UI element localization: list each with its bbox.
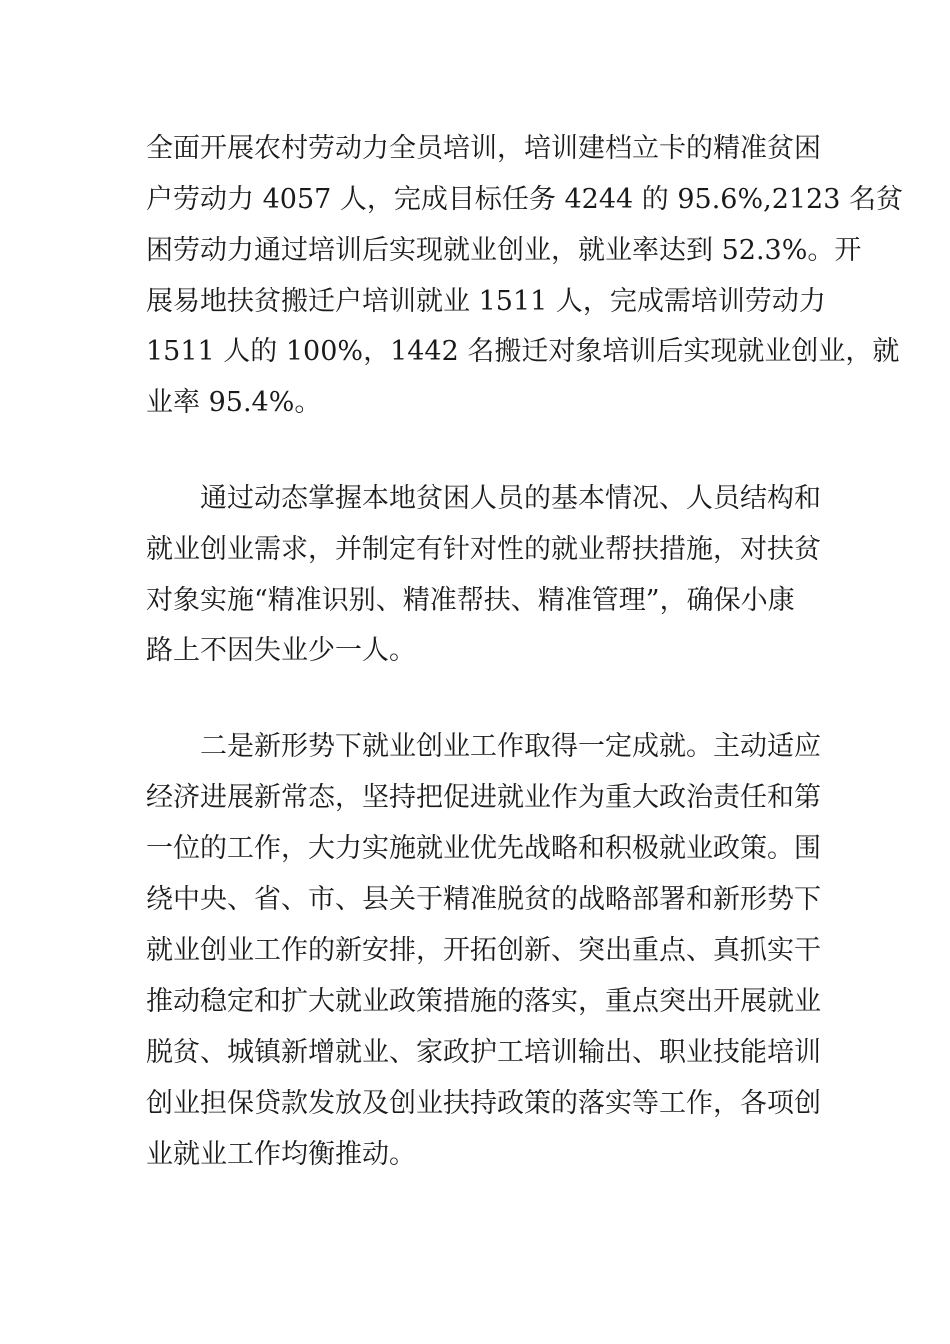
paragraph-line: 推动稳定和扩大就业政策措施的落实，重点突出开展就业 <box>146 986 821 1017</box>
paragraph-line: 二是新形势下就业创业工作取得一定成就。主动适应 <box>200 731 821 762</box>
paragraph-line: 对象实施“精准识别、精准帮扶、精准管理”，确保小康 <box>146 585 795 616</box>
paragraph-line: 就业创业需求，并制定有针对性的就业帮扶措施，对扶贫 <box>146 534 821 565</box>
paragraph-line: 绕中央、省、市、县关于精准脱贫的战略部署和新形势下 <box>146 884 821 915</box>
paragraph-line: 全面开展农村劳动力全员培训，培训建档立卡的精准贫困 <box>146 133 821 164</box>
paragraph-line: 路上不因失业少一人。 <box>146 635 416 666</box>
paragraph-line: 困劳动力通过培训后实现就业创业，就业率达到 52.3%。开 <box>146 235 862 266</box>
paragraph-line: 户劳动力 4057 人，完成目标任务 4244 的 95.6%,2123 名贫 <box>146 184 903 215</box>
paragraph-line: 经济进展新常态，坚持把促进就业作为重大政治责任和第 <box>146 782 821 813</box>
paragraph-line: 业就业工作均衡推动。 <box>146 1139 416 1170</box>
paragraph-line: 一位的工作，大力实施就业优先战略和积极就业政策。围 <box>146 833 821 864</box>
paragraph-line: 业率 95.4%。 <box>146 387 322 418</box>
paragraph-line: 脱贫、城镇新增就业、家政护工培训输出、职业技能培训 <box>146 1037 821 1068</box>
paragraph-line: 通过动态掌握本地贫困人员的基本情况、人员结构和 <box>200 483 821 514</box>
paragraph-line: 1511 人的 100%，1442 名搬迁对象培训后实现就业创业，就 <box>146 336 900 367</box>
paragraph-line: 展易地扶贫搬迁户培训就业 1511 人，完成需培训劳动力 <box>146 286 826 317</box>
paragraph-line: 创业担保贷款发放及创业扶持政策的落实等工作，各项创 <box>146 1088 821 1119</box>
paragraph-line: 就业创业工作的新安排，开拓创新、突出重点、真抓实干 <box>146 935 821 966</box>
